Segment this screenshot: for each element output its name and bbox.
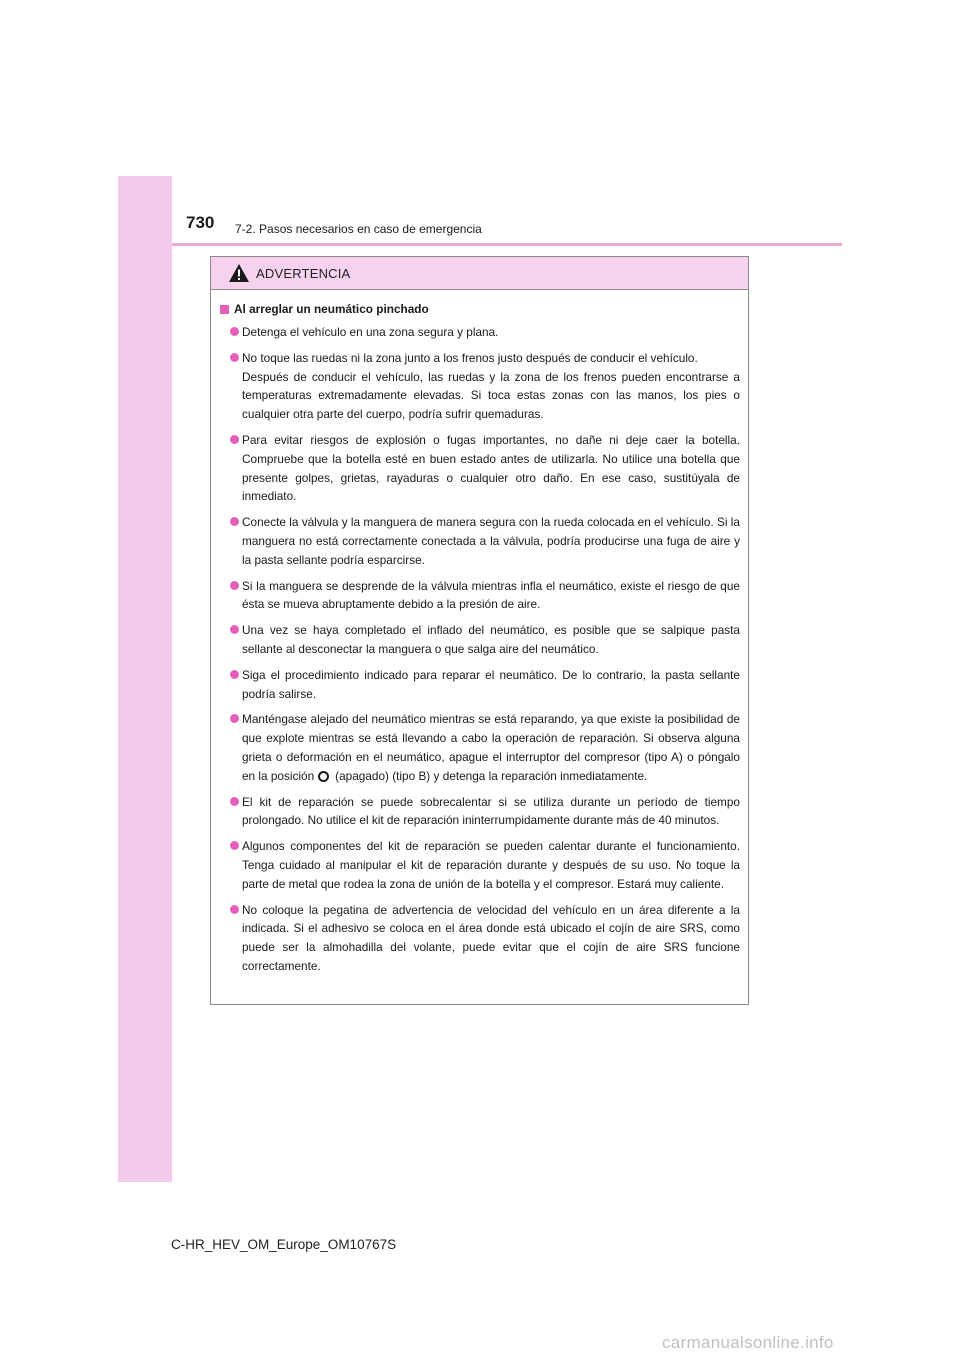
list-item (230, 431, 740, 506)
list-item (230, 793, 740, 831)
side-margin-band (118, 176, 172, 1182)
page-number: 730 (186, 213, 215, 232)
list-item-text: No toque las ruedas ni la zona junto a los frenos justo después de conducir el vehículo. Después de conducir el vehículo, las ruedas y la zona de los frenos pueden encontrarse a temperaturas extremadamente elevadas. Si toca estas zonas con las manos, los pies o cualquier otra parte del cuerpo, podría sufrir quemaduras. (242, 350, 740, 422)
off-position-circle-icon (318, 771, 329, 782)
list-item-text-before-symbol: Manténgase alejado del neumático mientras se está reparando, ya que existe la posibilidad de que explote mientras se está llevando a cabo la operación de reparación. Si observa alguna grieta o deformación en el neumático, apague el interruptor del compresor (tipo A) o póngalo en la posición (242, 712, 740, 783)
warning-subheading-text: Al arreglar un neumático pinchado (234, 302, 429, 316)
warning-title: ADVERTENCIA (256, 265, 351, 281)
list-item-text: No coloque la pegatina de advertencia de velocidad del vehículo en un área diferente a la indicada. Si el adhesivo se coloca en el área donde está ubicado el cojín de aire SRS, como puede ser la almohadilla del volante, puede evitar que el cojín de aire SRS funcione correctamente. (242, 902, 740, 973)
list-item (230, 710, 740, 785)
bullet-dot-icon (230, 353, 239, 362)
section-title: 7-2. Pasos necesarios en caso de emergencia (235, 222, 482, 236)
warning-header (211, 257, 748, 290)
bullet-dot-icon (230, 670, 239, 679)
bullet-dot-icon (230, 517, 239, 526)
list-item (230, 666, 740, 704)
warning-box (210, 256, 749, 1005)
header-rule (172, 243, 842, 246)
bullet-dot-icon (230, 841, 239, 850)
list-item-text: Una vez se haya completado el inflado del neumático, es posible que se salpique pasta sellante al desconectar la manguera o que salga aire del neumático. (242, 623, 740, 656)
list-item (230, 513, 740, 569)
list-item-text: Algunos componentes del kit de reparación se pueden calentar durante el funcionamiento. Tenga cuidado al manipular el kit de reparación durante y después de su uso. No toque la parte de metal que rodea la zona de unión de la botella y el compresor. Estará muy caliente. (242, 839, 740, 891)
warning-body (211, 290, 748, 976)
bullet-dot-icon (230, 714, 239, 723)
list-item (230, 323, 740, 342)
warning-subheading (220, 302, 740, 316)
warning-triangle-icon (228, 263, 250, 283)
list-item-text: Conecte la válvula y la manguera de manera segura con la rueda colocada en el vehículo. Si la manguera no está correctamente conectada a la válvula, podría producirse una fuga de aire y la pasta sellante podría esparcirse. (242, 515, 740, 567)
list-item-text: Detenga el vehículo en una zona segura y plana. (242, 325, 499, 339)
square-bullet-icon (220, 305, 229, 314)
bullet-dot-icon (230, 905, 239, 914)
bullet-dot-icon (230, 581, 239, 590)
warning-list (220, 323, 740, 976)
list-item (230, 901, 740, 976)
list-item-text: Siga el procedimiento indicado para reparar el neumático. De lo contrario, la pasta sellante podría salirse. (242, 667, 740, 701)
list-item (230, 837, 740, 893)
bullet-dot-icon (230, 327, 239, 336)
bullet-dot-icon (230, 625, 239, 634)
list-item-text: El kit de reparación se puede sobrecalentar si se utiliza durante un período de tiempo prolongado. No utilice el kit de reparación ininterrumpidamente durante más de 40 minutos. (242, 794, 740, 828)
list-item (230, 621, 740, 659)
bullet-dot-icon (230, 797, 239, 806)
footer-doc-code: C-HR_HEV_OM_Europe_OM10767S (171, 1237, 397, 1252)
watermark: carmanualsonline.info (662, 1333, 834, 1352)
list-item-text: Si la manguera se desprende de la válvula mientras infla el neumático, existe el riesgo de que ésta se mueva abruptamente debido a la presión de aire. (242, 578, 740, 612)
list-item (230, 577, 740, 615)
bullet-dot-icon (230, 435, 239, 444)
list-item (230, 349, 740, 424)
list-item-text: Para evitar riesgos de explosión o fugas importantes, no dañe ni deje caer la botella. Compruebe que la botella esté en buen estado antes de utilizarla. No utilice una botella que presente golpes, grietas, rayaduras o cualquier otro daño. En ese caso, sustitúyala de inmediato. (242, 432, 740, 504)
list-item-text-after-symbol: (apagado) (tipo B) y detenga la reparación inmediatamente. (335, 768, 648, 783)
